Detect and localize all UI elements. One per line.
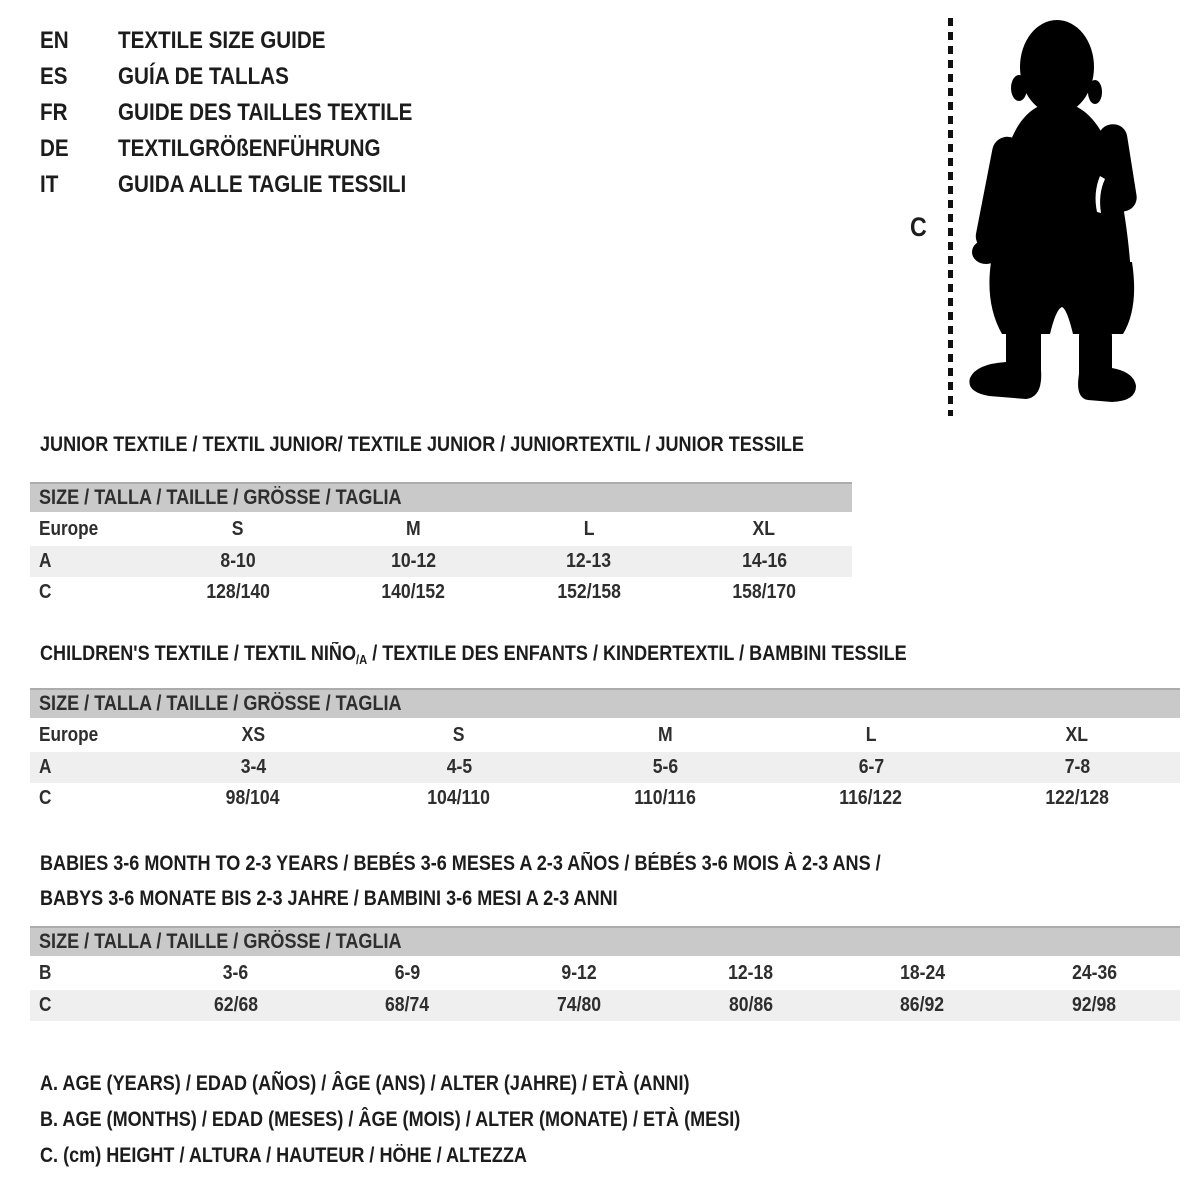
size-cell: 10-12 bbox=[390, 549, 436, 572]
size-cell: 3-6 bbox=[223, 962, 249, 985]
size-cell: 152/158 bbox=[556, 581, 621, 604]
size-cell: 116/122 bbox=[839, 787, 903, 810]
size-cell: XS bbox=[241, 724, 265, 747]
size-cell: S bbox=[231, 518, 244, 541]
guide-title: TEXTILGRÖßENFÜHRUNG bbox=[118, 135, 381, 162]
table-row-months bbox=[30, 958, 1180, 990]
size-cell: M bbox=[405, 518, 421, 541]
guide-title: GUÍA DE TALLAS bbox=[118, 63, 289, 90]
row-label: C bbox=[39, 787, 52, 810]
size-cell: 4-5 bbox=[446, 755, 472, 778]
legend-line-a: A. AGE (YEARS) / EDAD (AÑOS) / ÂGE (ANS) / ALTER (JAHRE) / ETÀ (ANNI) bbox=[40, 1072, 690, 1095]
language-row-es bbox=[40, 59, 460, 95]
size-cell: S bbox=[453, 724, 465, 747]
size-cell: L bbox=[865, 724, 877, 747]
size-cell: 98/104 bbox=[226, 787, 280, 810]
language-code: EN bbox=[40, 27, 69, 54]
section-title-babies bbox=[40, 846, 1018, 916]
row-label: Europe bbox=[39, 518, 99, 541]
guide-title: TEXTILE SIZE GUIDE bbox=[118, 27, 326, 54]
children-size-table bbox=[30, 688, 1180, 815]
height-measure-label: C bbox=[910, 212, 927, 242]
junior-size-table bbox=[30, 482, 852, 609]
language-title-list bbox=[40, 23, 460, 203]
size-cell: 122/128 bbox=[1045, 787, 1109, 810]
size-cell: 9-12 bbox=[561, 962, 597, 985]
nino-a-subscript: /A bbox=[356, 652, 368, 667]
table-row-europe bbox=[30, 720, 1180, 752]
size-cell: L bbox=[583, 518, 595, 541]
size-cell: 86/92 bbox=[900, 993, 945, 1016]
guide-title: GUIDE DES TAILLES TEXTILE bbox=[118, 99, 413, 126]
size-cell: 8-10 bbox=[220, 549, 256, 572]
language-row-it bbox=[40, 167, 460, 203]
language-row-fr bbox=[40, 95, 460, 131]
size-cell: 24-36 bbox=[1071, 962, 1117, 985]
babies-title-line2: BABYS 3-6 MONATE BIS 2-3 JAHRE / BAMBINI 3-6 MESI A 2-3 ANNI bbox=[40, 887, 618, 910]
size-cell: 92/98 bbox=[1072, 993, 1117, 1016]
language-code: ES bbox=[40, 63, 68, 90]
size-cell: M bbox=[657, 724, 673, 747]
size-cell: 3-4 bbox=[240, 755, 266, 778]
table-row-height bbox=[30, 783, 1180, 815]
size-cell: XL bbox=[753, 518, 776, 541]
size-cell: 128/140 bbox=[205, 581, 270, 604]
size-cell: 5-6 bbox=[652, 755, 678, 778]
table-row-age bbox=[30, 546, 852, 578]
size-cell: XL bbox=[1065, 724, 1089, 747]
row-label: A bbox=[39, 755, 52, 778]
baby-silhouette-icon bbox=[962, 14, 1140, 414]
size-cell: 140/152 bbox=[381, 581, 446, 604]
size-cell: 110/116 bbox=[634, 787, 696, 810]
size-cell: 74/80 bbox=[557, 993, 602, 1016]
size-header-bar: SIZE / TALLA / TAILLE / GRÖSSE / TAGLIA bbox=[30, 926, 1180, 956]
size-cell: 7-8 bbox=[1064, 755, 1090, 778]
size-header-bar: SIZE / TALLA / TAILLE / GRÖSSE / TAGLIA bbox=[30, 688, 1180, 718]
legend-line-c: C. (cm) HEIGHT / ALTURA / HAUTEUR / HÖHE / ALTEZZA bbox=[40, 1144, 527, 1167]
size-cell: 62/68 bbox=[213, 993, 258, 1016]
section-title-junior: JUNIOR TEXTILE / TEXTIL JUNIOR/ TEXTILE JUNIOR / JUNIORTEXTIL / JUNIOR TESSILE bbox=[40, 433, 804, 456]
size-cell: 68/74 bbox=[385, 993, 430, 1016]
size-cell: 14-16 bbox=[741, 549, 787, 572]
size-cell: 158/170 bbox=[732, 581, 797, 604]
table-row-height bbox=[30, 577, 852, 609]
row-label: A bbox=[39, 549, 52, 572]
guide-title: GUIDA ALLE TAGLIE TESSILI bbox=[118, 171, 407, 198]
height-dashed-line bbox=[948, 18, 953, 416]
table-row-height bbox=[30, 990, 1180, 1022]
language-code: IT bbox=[40, 171, 59, 198]
row-label: Europe bbox=[39, 724, 99, 747]
size-cell: 6-9 bbox=[394, 962, 421, 985]
section-title-children: CHILDREN'S TEXTILE / TEXTIL $NIÑO_{/A}$ / TEXTILE DES ENFANTS / KINDERTEXTIL / BAMBINI TESSILE bbox=[40, 642, 907, 667]
size-cell: 104/110 bbox=[427, 787, 491, 810]
size-cell: 18-24 bbox=[900, 962, 946, 985]
row-label: B bbox=[39, 962, 52, 985]
babies-title-line1: BABIES 3-6 MONTH TO 2-3 YEARS / BEBÉS 3-6 MESES A 2-3 AÑOS / BÉBÉS 3-6 MOIS À 2-3 ANS / bbox=[40, 852, 881, 875]
size-cell: 12-18 bbox=[728, 962, 774, 985]
language-row-en bbox=[40, 23, 460, 59]
babies-size-table bbox=[30, 926, 1180, 1021]
row-label: C bbox=[39, 993, 52, 1016]
size-cell: 80/86 bbox=[728, 993, 773, 1016]
size-header-bar: SIZE / TALLA / TAILLE / GRÖSSE / TAGLIA bbox=[30, 482, 852, 512]
table-row-europe bbox=[30, 514, 852, 546]
language-code: FR bbox=[40, 99, 68, 126]
language-code: DE bbox=[40, 135, 69, 162]
size-cell: 6-7 bbox=[858, 755, 884, 778]
size-cell: 12-13 bbox=[566, 549, 612, 572]
table-row-age bbox=[30, 752, 1180, 784]
measurement-legend bbox=[40, 1066, 854, 1174]
legend-line-b: B. AGE (MONTHS) / EDAD (MESES) / ÂGE (MOIS) / ALTER (MONATE) / ETÀ (MESI) bbox=[40, 1108, 741, 1131]
row-label: C bbox=[39, 581, 52, 604]
language-row-de bbox=[40, 131, 460, 167]
